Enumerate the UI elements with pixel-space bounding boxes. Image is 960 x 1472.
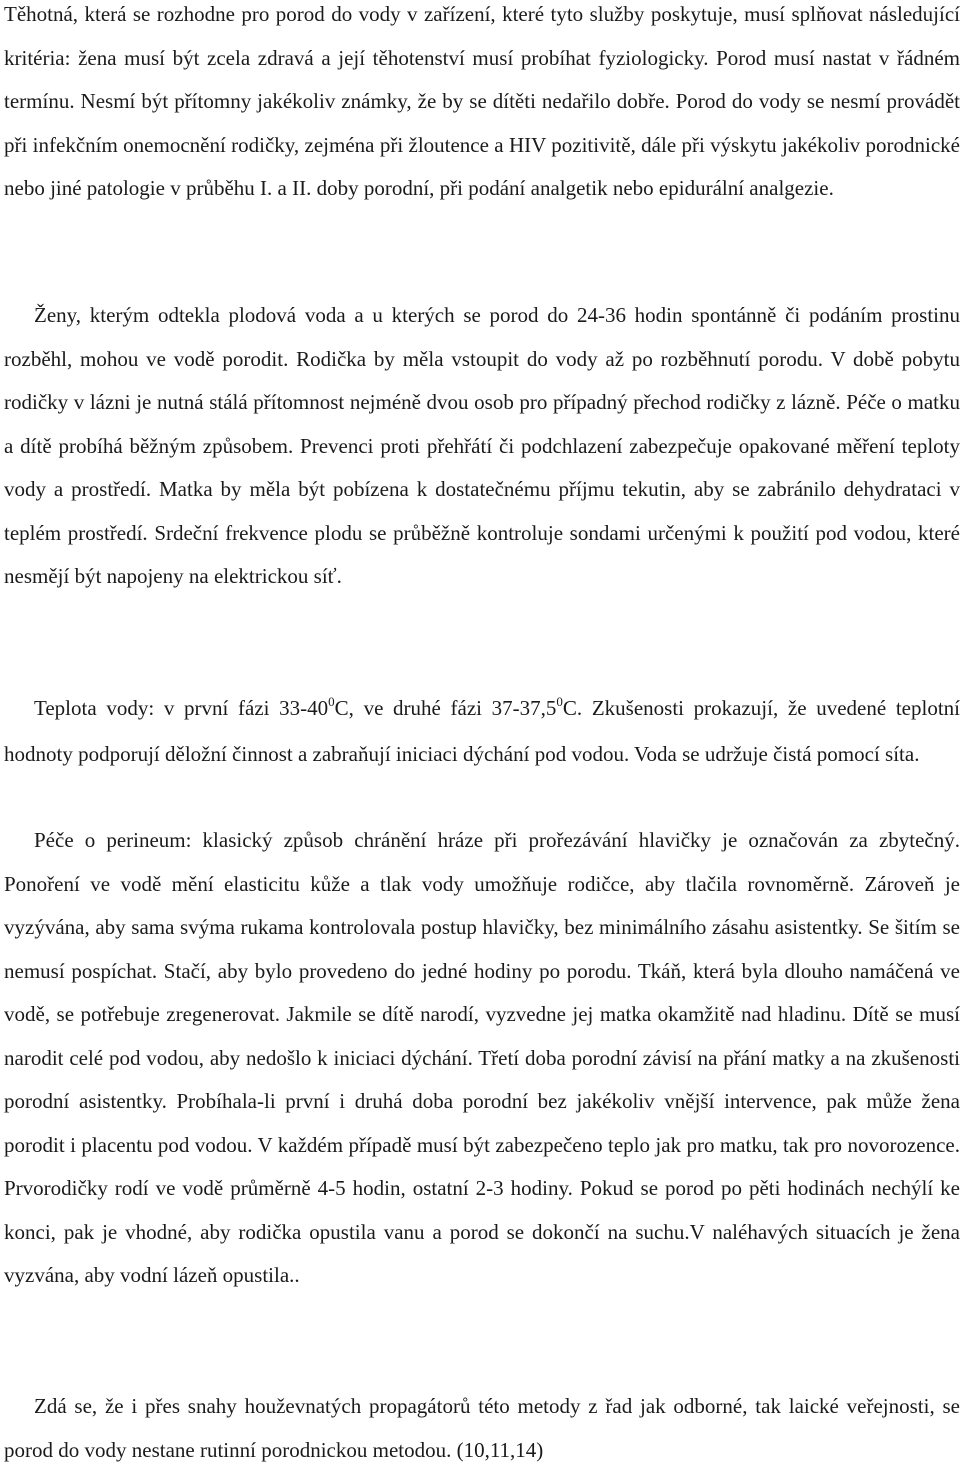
degree-superscript: 0 [328,694,335,709]
paragraph-criteria: Těhotná, která se rozhodne pro porod do vody v zařízení, které tyto služby poskytuje, musí splňovat následující kritéria: žena musí být zcela zdravá a její těhotenství musí probíhat fyziologicky. Porod musí nastat v řádném termínu. Nesmí být přítomny jakékoliv známky, že by se dítěti nedařilo dobře. Porod do vody se nesmí provádět při infekčním onemocnění rodičky, zejména při žloutence a HIV pozitivitě, dále při výskytu jakékoliv porodnické nebo jiné patologie v průběhu I. a II. doby porodní, při podání analgetik nebo epidurální analgezie. [4,2,960,200]
paragraph-perineum-care: Péče o perineum: klasický způsob chránění hráze při prořezávání hlavičky je označován za zbytečný. Ponoření ve vodě mění elasticitu kůže a tlak vody umožňuje rodičce, aby tlačila rovnoměrně. Zároveň je vyzývána, aby sama svýma rukama kontrolovala postup hlavičky, bez minimálního zásahu asistentky. Se šitím se nemusí pospíchat. Stačí, aby bylo provedeno do jedné hodiny po porodu. Tkáň, která byla dlouho namáčená ve vodě, se potřebuje zregenerovat. Jakmile se dítě narodí, vyzvedne jej matka okamžitě nad hladinu. Dítě se musí narodit celé pod vodou, aby nedošlo k iniciaci dýchání. Třetí doba porodní závisí na přání matky a na zkušenosti porodní asistentky. Probíhala-li první i druhá doba porodní bez jakékoliv vnější intervence, pak může žena porodit i placentu pod vodou. V každém případě musí být zabezpečeno teplo jak pro matku, tak pro novorozence. Prvorodičky rodí ve vodě průměrně 4-5 hodin, ostatní 2-3 hodiny. Pokud se porod po pěti hodinách nechýlí ke konci, pak je vhodné, aby rodička opustila vanu a porod se dokončí na suchu.V naléhavých situacích je žena vyzvána, aby vodní lázeň opustila.. [4,828,960,1287]
paragraph-water-temperature [4,687,960,776]
temperature-text-b: C, ve druhé fázi 37-37,5 [334,696,557,720]
paragraph-conclusion: Zdá se, že i přes snahy houževnatých propagátorů této metody z řad jak odborné, tak laické veřejnosti, se porod do vody nestane rutinní porodnickou metodou. (10,11,14) [4,1394,960,1462]
temperature-text-a: Teplota vody: v první fázi 33-40 [34,696,329,720]
temperature-text-c: C. Zkušenosti prokazují, že uvedené teplotní hodnoty podporují děložní činnost a zabraňují iniciaci dýchání pod vodou. Voda se udržuje čistá pomocí síta. [4,696,960,766]
degree-superscript: 0 [556,694,563,709]
paragraph-ruptured-membranes: Ženy, kterým odtekla plodová voda a u kterých se porod do 24-36 hodin spontánně či podáním prostinu rozběhl, mohou ve vodě porodit. Rodička by měla vstoupit do vody až po rozběhnutí porodu. V době pobytu rodičky v lázni je nutná stálá přítomnost nejméně dvou osob pro případný přechod rodičky z lázně. Péče o matku a dítě probíhá běžným způsobem. Prevenci proti přehřátí či podchlazení zabezpečuje opakované měření teploty vody a prostředí. Matka by měla být pobízena k dostatečnému příjmu tekutin, aby se zabránilo dehydrataci v teplém prostředí. Srdeční frekvence plodu se průběžně kontroluje sondami určenými k použití pod vodou, které nesmějí být napojeny na elektrickou síť. [4,303,960,588]
